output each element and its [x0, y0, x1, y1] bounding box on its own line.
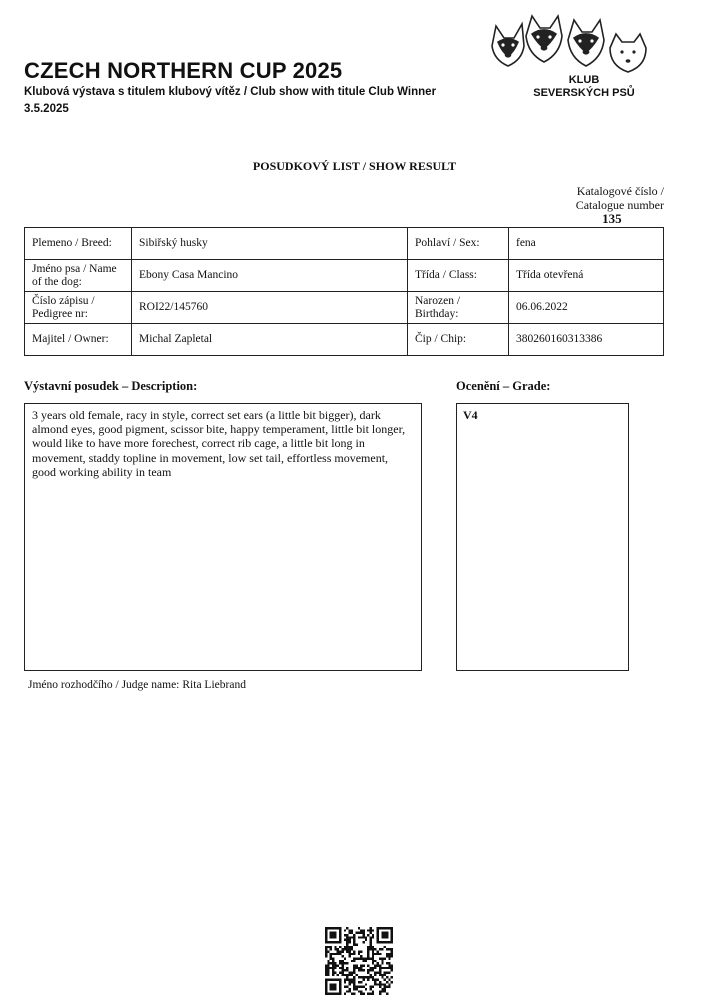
catalog-number-block	[576, 184, 664, 226]
page-title: CZECH NORTHERN CUP 2025	[24, 58, 343, 83]
description-label: Výstavní posudek – Description:	[24, 379, 198, 393]
owner-value: Michal Zapletal	[132, 324, 408, 356]
logo-line2: SEVERSKÝCH PSŮ	[533, 87, 635, 99]
pedigree-value: ROI22/145760	[132, 292, 408, 324]
sex-label: Pohlaví / Sex:	[408, 228, 509, 260]
birthday-label: Narozen / Birthday:	[408, 292, 509, 324]
table-row	[25, 324, 664, 356]
class-value: Třída otevřená	[509, 260, 664, 292]
dog-name-value: Ebony Casa Mancino	[132, 260, 408, 292]
breed-label: Plemeno / Breed:	[25, 228, 132, 260]
judge-line	[28, 679, 246, 691]
judge-name: Rita Liebrand	[182, 679, 246, 691]
logo-line1: KLUB	[568, 74, 600, 86]
description-box: 3 years old female, racy in style, correct set ears (a little bit bigger), dark almond eyes, good pigment, scissor bite, happy temperament, little bit longer, would like to have more forechest, correct rib cage, a little bit long in movement, staddy topline in movement, low set tail, effortless movement, good working ability in team	[24, 403, 422, 671]
owner-label: Majitel / Owner:	[25, 324, 132, 356]
qr-code-icon	[325, 927, 393, 995]
table-row	[25, 228, 664, 260]
chip-value: 380260160313386	[509, 324, 664, 356]
catalog-label-line1: Katalogové číslo /	[576, 184, 664, 198]
sex-value: fena	[509, 228, 664, 260]
pedigree-label: Číslo zápisu / Pedigree nr:	[25, 292, 132, 324]
catalog-label-line2: Catalogue number	[575, 198, 664, 212]
table-row	[25, 292, 664, 324]
class-label: Třída / Class:	[408, 260, 509, 292]
event-date: 3.5.2025	[24, 103, 69, 115]
dog-info-table	[24, 227, 664, 356]
result-heading: POSUDKOVÝ LIST / SHOW RESULT	[252, 159, 457, 173]
chip-label: Čip / Chip:	[408, 324, 509, 356]
grade-label: Ocenění – Grade:	[456, 379, 551, 393]
club-logo	[484, 12, 660, 104]
catalog-number: 135	[602, 211, 622, 226]
grade-box: V4	[456, 403, 629, 671]
table-row	[25, 260, 664, 292]
dog-name-label: Jméno psa / Name of the dog:	[25, 260, 132, 292]
page-subtitle: Klubová výstava s titulem klubový vítěz / Club show with titule Club Winner	[24, 86, 437, 98]
judge-label: Jméno rozhodčího / Judge name:	[28, 679, 180, 691]
husky-dogs-icon	[492, 16, 646, 72]
breed-value: Sibiřský husky	[132, 228, 408, 260]
birthday-value: 06.06.2022	[509, 292, 664, 324]
